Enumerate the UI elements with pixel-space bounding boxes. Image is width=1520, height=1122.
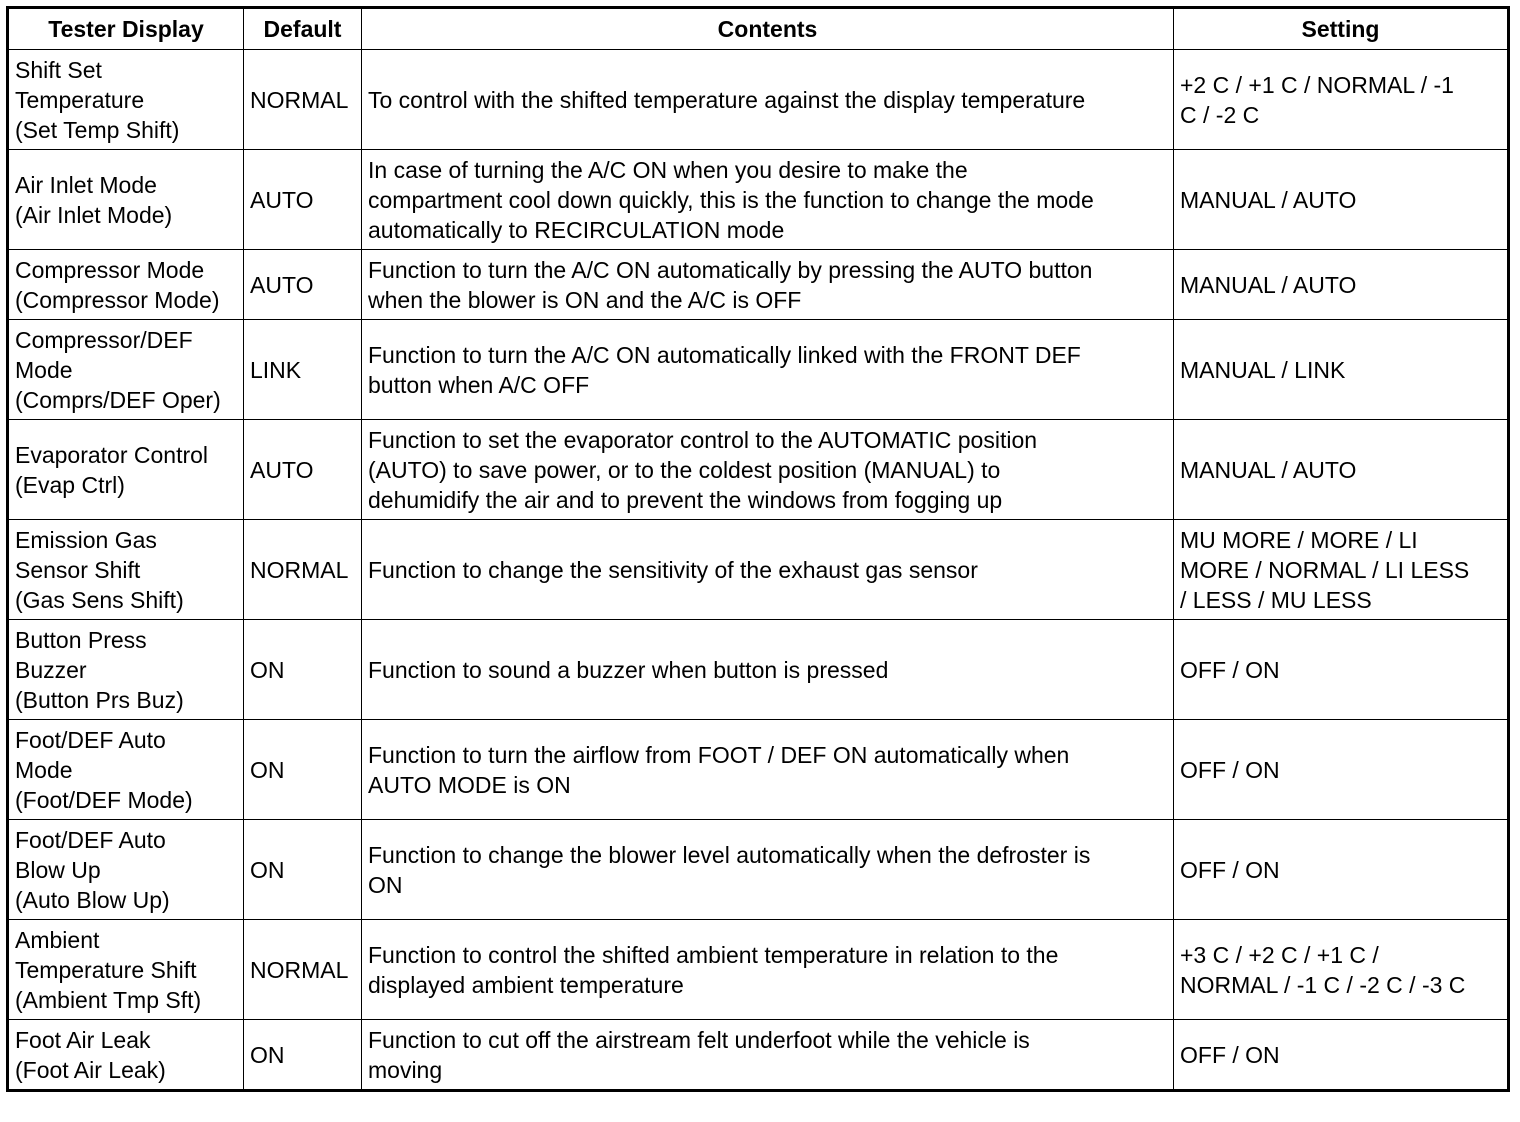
contents-cell: Function to control the shifted ambient temperature in relation to the displayed ambient temperature bbox=[362, 920, 1174, 1020]
header-tester-display: Tester Display bbox=[8, 8, 244, 50]
header-default: Default bbox=[244, 8, 362, 50]
table-row bbox=[8, 1020, 1509, 1091]
customize-settings-table bbox=[6, 6, 1510, 1092]
contents-cell: Function to turn the airflow from FOOT / DEF ON automatically when AUTO MODE is ON bbox=[362, 720, 1174, 820]
header-contents: Contents bbox=[362, 8, 1174, 50]
default-cell: NORMAL bbox=[244, 520, 362, 620]
table-row bbox=[8, 720, 1509, 820]
setting-cell: +3 C / +2 C / +1 C / NORMAL / -1 C / -2 C / -3 C bbox=[1174, 920, 1509, 1020]
default-cell: AUTO bbox=[244, 150, 362, 250]
setting-cell: OFF / ON bbox=[1174, 720, 1509, 820]
table-row bbox=[8, 620, 1509, 720]
table-row bbox=[8, 920, 1509, 1020]
setting-cell: MANUAL / LINK bbox=[1174, 320, 1509, 420]
setting-cell: MANUAL / AUTO bbox=[1174, 420, 1509, 520]
setting-cell: OFF / ON bbox=[1174, 1020, 1509, 1091]
table-row bbox=[8, 150, 1509, 250]
table-row bbox=[8, 250, 1509, 320]
table-row bbox=[8, 520, 1509, 620]
setting-cell: +2 C / +1 C / NORMAL / -1 C / -2 C bbox=[1174, 50, 1509, 150]
contents-cell: Function to sound a buzzer when button is pressed bbox=[362, 620, 1174, 720]
tester-display-cell: Emission Gas Sensor Shift (Gas Sens Shift) bbox=[8, 520, 244, 620]
default-cell: NORMAL bbox=[244, 920, 362, 1020]
default-cell: LINK bbox=[244, 320, 362, 420]
default-cell: ON bbox=[244, 720, 362, 820]
contents-cell: Function to change the sensitivity of the exhaust gas sensor bbox=[362, 520, 1174, 620]
default-cell: NORMAL bbox=[244, 50, 362, 150]
table-row bbox=[8, 820, 1509, 920]
tester-display-cell: Air Inlet Mode (Air Inlet Mode) bbox=[8, 150, 244, 250]
tester-display-cell: Foot Air Leak (Foot Air Leak) bbox=[8, 1020, 244, 1091]
default-cell: ON bbox=[244, 1020, 362, 1091]
tester-display-cell: Evaporator Control (Evap Ctrl) bbox=[8, 420, 244, 520]
tester-display-cell: Compressor/DEF Mode (Comprs/DEF Oper) bbox=[8, 320, 244, 420]
table-row bbox=[8, 50, 1509, 150]
tester-display-cell: Ambient Temperature Shift (Ambient Tmp Sft) bbox=[8, 920, 244, 1020]
default-cell: ON bbox=[244, 620, 362, 720]
contents-cell: In case of turning the A/C ON when you desire to make the compartment cool down quickly, this is the function to change the mode automatically to RECIRCULATION mode bbox=[362, 150, 1174, 250]
tester-display-cell: Compressor Mode (Compressor Mode) bbox=[8, 250, 244, 320]
setting-cell: MANUAL / AUTO bbox=[1174, 150, 1509, 250]
setting-cell: OFF / ON bbox=[1174, 620, 1509, 720]
contents-cell: Function to set the evaporator control to the AUTOMATIC position (AUTO) to save power, or to the coldest position (MANUAL) to dehumidify the air and to prevent the windows from fogging up bbox=[362, 420, 1174, 520]
tester-display-cell: Shift Set Temperature (Set Temp Shift) bbox=[8, 50, 244, 150]
tester-display-cell: Foot/DEF Auto Mode (Foot/DEF Mode) bbox=[8, 720, 244, 820]
contents-cell: To control with the shifted temperature against the display temperature bbox=[362, 50, 1174, 150]
contents-cell: Function to cut off the airstream felt underfoot while the vehicle is moving bbox=[362, 1020, 1174, 1091]
setting-cell: MU MORE / MORE / LI MORE / NORMAL / LI LESS / LESS / MU LESS bbox=[1174, 520, 1509, 620]
header-setting: Setting bbox=[1174, 8, 1509, 50]
table-row bbox=[8, 420, 1509, 520]
tester-display-cell: Button Press Buzzer (Button Prs Buz) bbox=[8, 620, 244, 720]
table-row bbox=[8, 320, 1509, 420]
contents-cell: Function to turn the A/C ON automatically by pressing the AUTO button when the blower is ON and the A/C is OFF bbox=[362, 250, 1174, 320]
contents-cell: Function to turn the A/C ON automatically linked with the FRONT DEF button when A/C OFF bbox=[362, 320, 1174, 420]
default-cell: AUTO bbox=[244, 420, 362, 520]
setting-cell: OFF / ON bbox=[1174, 820, 1509, 920]
contents-cell: Function to change the blower level automatically when the defroster is ON bbox=[362, 820, 1174, 920]
header-row bbox=[8, 8, 1509, 50]
default-cell: AUTO bbox=[244, 250, 362, 320]
tester-display-cell: Foot/DEF Auto Blow Up (Auto Blow Up) bbox=[8, 820, 244, 920]
default-cell: ON bbox=[244, 820, 362, 920]
setting-cell: MANUAL / AUTO bbox=[1174, 250, 1509, 320]
